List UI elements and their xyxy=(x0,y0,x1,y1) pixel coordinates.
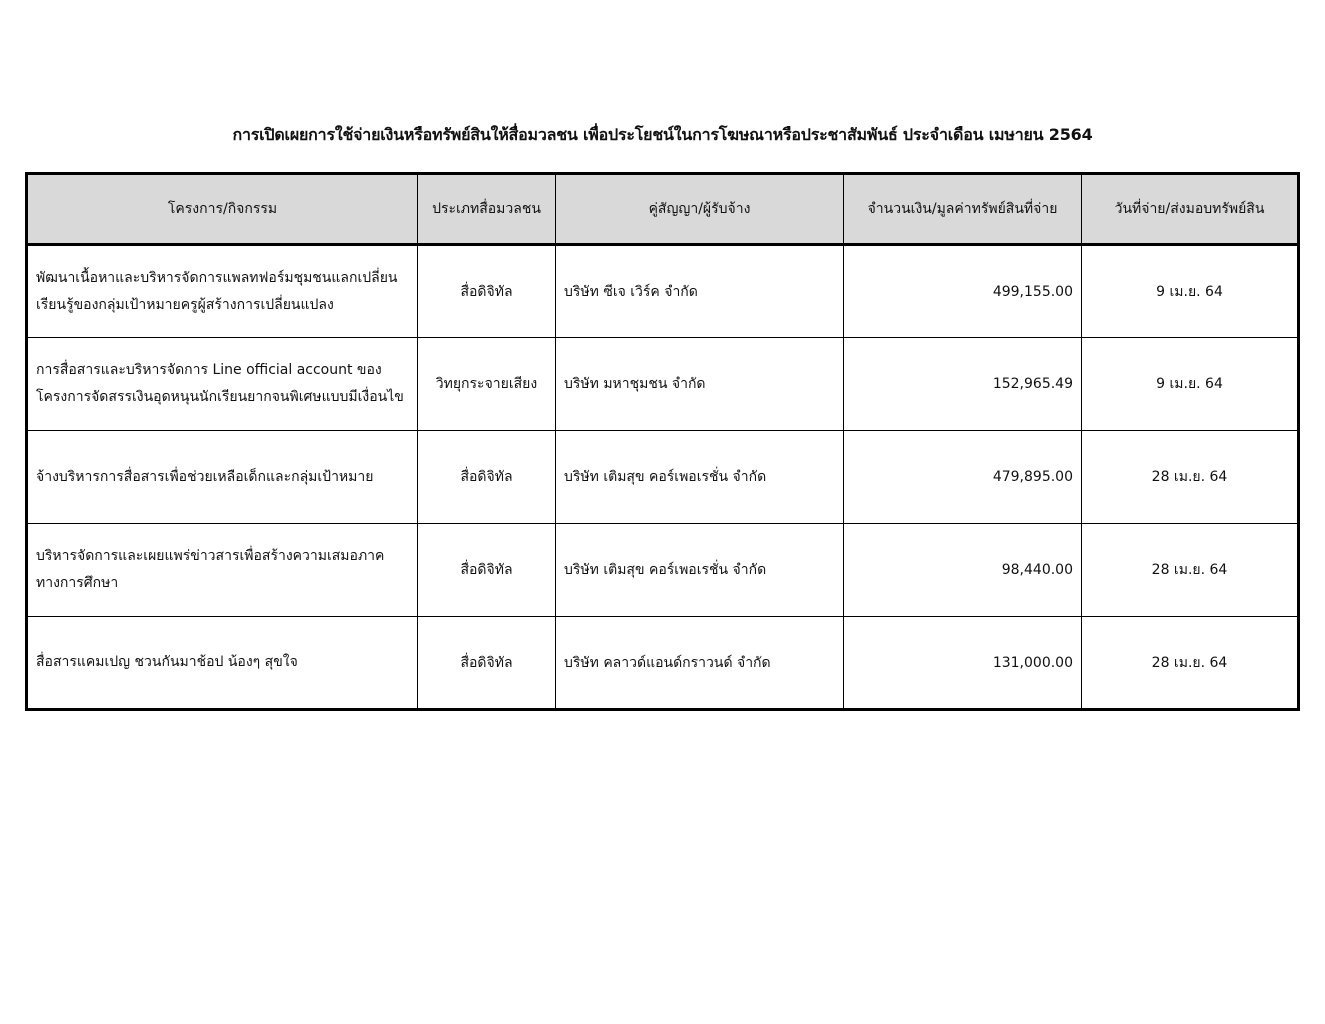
cell-media-type: สื่อดิจิทัล xyxy=(418,617,556,710)
table-row xyxy=(27,524,1299,617)
cell-project: จ้างบริหารการสื่อสารเพื่อช่วยเหลือเด็กและกลุ่มเป้าหมาย xyxy=(27,431,418,524)
cell-amount: 98,440.00 xyxy=(844,524,1082,617)
cell-date: 28 เม.ย. 64 xyxy=(1082,617,1299,710)
cell-date: 9 เม.ย. 64 xyxy=(1082,338,1299,431)
cell-project: พัฒนาเนื้อหาและบริหารจัดการแพลทฟอร์มชุมชนแลกเปลี่ยนเรียนรู้ของกลุ่มเป้าหมายครูผู้สร้างการเปลี่ยนแปลง xyxy=(27,245,418,338)
header-date: วันที่จ่าย/ส่งมอบทรัพย์สิน xyxy=(1082,174,1299,245)
cell-vendor: บริษัท มหาชุมชน จำกัด xyxy=(556,338,844,431)
cell-date: 9 เม.ย. 64 xyxy=(1082,245,1299,338)
header-media-type: ประเภทสื่อมวลชน xyxy=(418,174,556,245)
disbursement-table xyxy=(25,172,1300,711)
cell-media-type: สื่อดิจิทัล xyxy=(418,245,556,338)
cell-project: สื่อสารแคมเปญ ชวนกันมาช้อป น้องๆ สุขใจ xyxy=(27,617,418,710)
cell-date: 28 เม.ย. 64 xyxy=(1082,524,1299,617)
cell-date: 28 เม.ย. 64 xyxy=(1082,431,1299,524)
header-amount: จำนวนเงิน/มูลค่าทรัพย์สินที่จ่าย xyxy=(844,174,1082,245)
cell-amount: 479,895.00 xyxy=(844,431,1082,524)
cell-amount: 131,000.00 xyxy=(844,617,1082,710)
cell-amount: 499,155.00 xyxy=(844,245,1082,338)
cell-vendor: บริษัท คลาวด์แอนด์กราวนด์ จำกัด xyxy=(556,617,844,710)
table-row xyxy=(27,617,1299,710)
cell-project: การสื่อสารและบริหารจัดการ Line official account ของโครงการจัดสรรเงินอุดหนุนนักเรียนยากจนพิเศษแบบมีเงื่อนไข xyxy=(27,338,418,431)
header-project: โครงการ/กิจกรรม xyxy=(27,174,418,245)
table-row xyxy=(27,245,1299,338)
cell-vendor: บริษัท ซีเจ เวิร์ค จำกัด xyxy=(556,245,844,338)
cell-project: บริหารจัดการและเผยแพร่ข่าวสารเพื่อสร้างความเสมอภาคทางการศึกษา xyxy=(27,524,418,617)
cell-media-type: วิทยุกระจายเสียง xyxy=(418,338,556,431)
document-title: การเปิดเผยการใช้จ่ายเงินหรือทรัพย์สินให้สื่อมวลชน เพื่อประโยชน์ในการโฆษณาหรือประชาสัมพันธ์ ประจำเดือน เมษายน 2564 xyxy=(232,125,1093,144)
cell-amount: 152,965.49 xyxy=(844,338,1082,431)
header-vendor: คู่สัญญา/ผู้รับจ้าง xyxy=(556,174,844,245)
table-header-row xyxy=(27,174,1299,245)
cell-vendor: บริษัท เติมสุข คอร์เพอเรชั่น จำกัด xyxy=(556,431,844,524)
cell-media-type: สื่อดิจิทัล xyxy=(418,524,556,617)
table-row xyxy=(27,338,1299,431)
table-row xyxy=(27,431,1299,524)
cell-vendor: บริษัท เติมสุข คอร์เพอเรชั่น จำกัด xyxy=(556,524,844,617)
cell-media-type: สื่อดิจิทัล xyxy=(418,431,556,524)
